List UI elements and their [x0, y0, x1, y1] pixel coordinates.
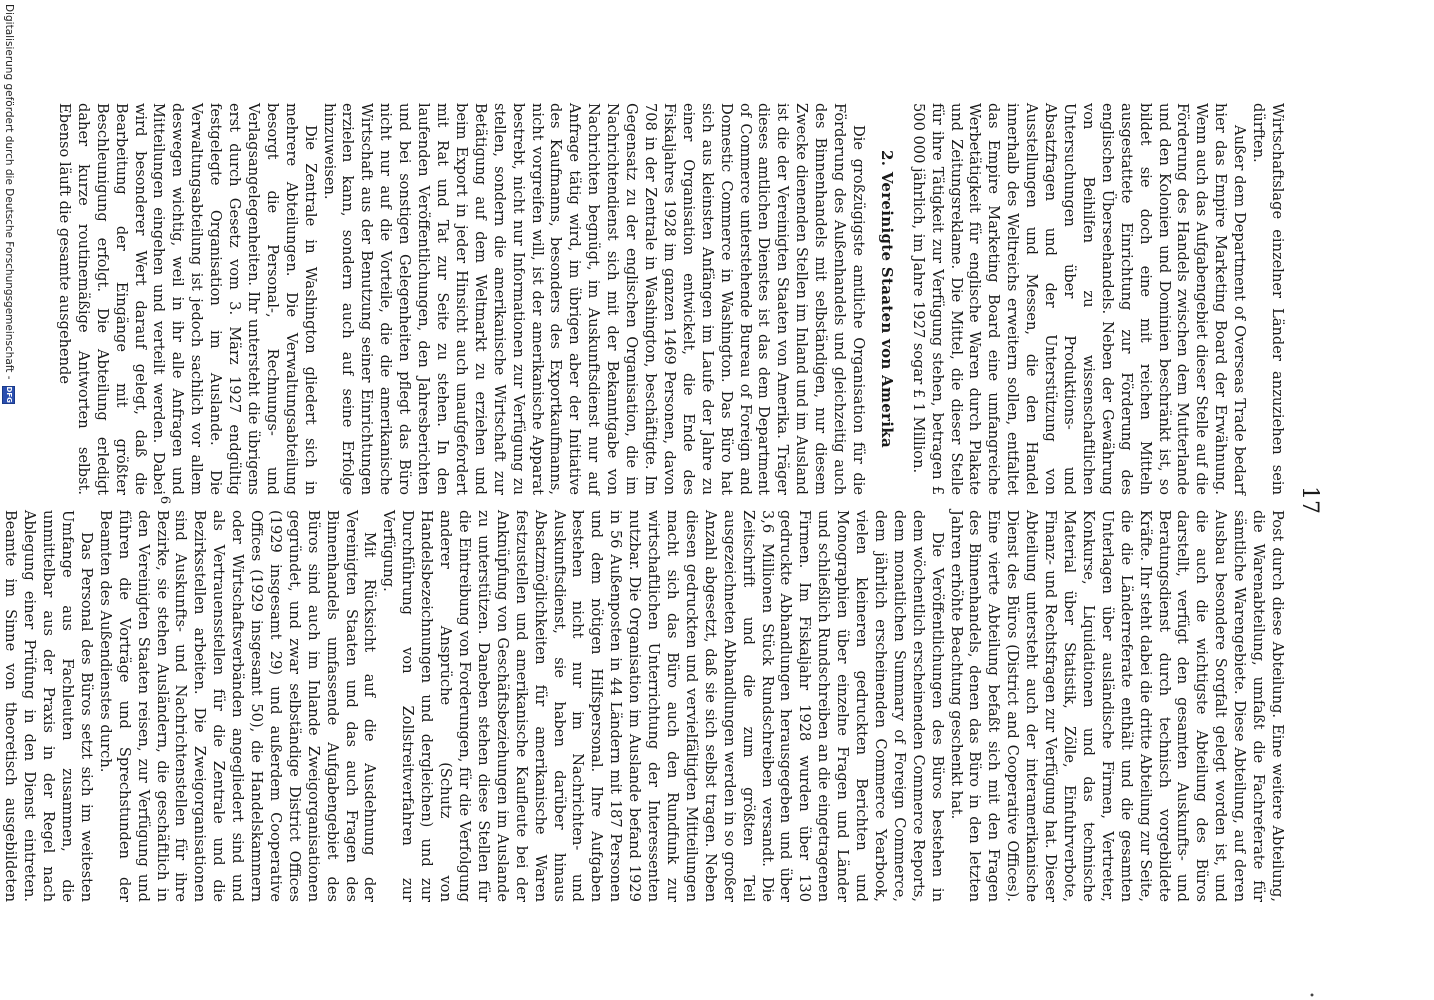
margin-mark: • [1305, 992, 1316, 998]
right-column [0, 510, 1286, 902]
page-number: 17 [1297, 486, 1322, 514]
dfg-logo-icon: DFG [3, 386, 16, 404]
digitization-footer [0, 0, 18, 1000]
paragraph: Wirtschaftslage einzelner Länder anzuziehen sein dürften. [1250, 103, 1286, 495]
paragraph: Das Personal des Büros setzt sich im weitesten Umfange aus Fachleuten zusammen, die unmittelbar aus der Praxis in der Regel nach Ablegung einer Prüfung in den Dienst eintreten. Beamte im Sinne von theoretisch ausgebildeten [2, 510, 95, 902]
signature-mark: 6 [157, 495, 172, 505]
paragraph: Die Zentrale in Washington gliedert sich in mehrere Abteilungen. Die Verwaltungsabteilung besorgt die Personal-, Rechnungs- und Verlagsangelegenheiten. Ihr untersteht die übrigens erst durch Gesetz vom 3. März 1927 endgültig festgelegte Organisation im Auslande. Die Verwaltungsabteilung ist jedoch sachlich vor allem deswegen wichtig, weil in ihr alle Anfragen und Mitteilungen eingehen und verteilt werden. Dabei wird besonderer Wert darauf gelegt, daß die Bearbeitung der Eingänge mit größter Beschleunigung erfolgt. Die Abteilung erledigt daher kurze routinemäßige Antworten selbst. Ebenso läuft die gesamte ausgehende [55, 103, 319, 495]
footer-text: Digitalisierung gefördert durch die Deutsche Forschungsgemeinschaft - [3, 4, 15, 380]
paragraph: Post durch diese Abteilung. Eine weitere Abteilung, die Warenabteilung, umfaßt die Fachreferate für sämtliche Warengebiete. Diese Abteilung, auf deren Ausbau besondere Sorgfalt gelegt worden ist, und die auch die wichtigste Abteilung des Büros darstellt, verfügt den gesamten Auskunfts- und Beratungsdienst durch technisch vorgebildete Kräfte. Ihr steht dabei die dritte Abteilung zur Seite, die die Länderreferate enthält und die gesamten Unterlagen über ausländische Firmen, Vertreter, Konkurse, Liquidationen und das technische Material über Statistik, Zölle, Einfuhrverbote, Finanz- und Rechtsfragen zur Verfügung hat. Dieser Abteilung untersteht auch der interamerikanische Dienst des Büros (District and Cooperative Offices). Eine vierte Abteilung befaßt sich mit den Fragen des Binnenhandels, denen das Büro in den letzten Jahren erhöhte Beachtung geschenkt hat. [947, 510, 1286, 902]
paragraph: Außer dem Department of Overseas Trade bedarf hier das Empire Marketing Board der Erwähnung. Wenn auch das Aufgabengebiet dieser Stelle auf die Förderung des Handels zwischen dem Mutterlande und den Kolonien und Dominien beschränkt ist, so bildet sie doch eine mit reichen Mitteln ausgestattete Einrichtung zur Förderung des englischen Überseehandels. Neben der Gewährung von Beihilfen zu wissenschaftlichen Untersuchungen über Produktions- und Absatzfragen und der Unterstützung von Ausstellungen und Messen, die den Handel innerhalb des Weltreichs erweitern sollen, entfaltet das Empire Marketing Board eine umfangreiche Werbetätigkeit für englische Waren durch Plakate und Zeitungsreklame. Die Mittel, die dieser Stelle für ihre Tätigkeit zur Verfügung stehen, betragen £ 500 000 jährlich, im Jahre 1927 sogar £ 1 Million. [909, 103, 1249, 495]
left-column [54, 103, 1286, 495]
paragraph: Mit Rücksicht auf die Ausdehnung der Vereinigten Staaten und das auch Fragen des Binnenhandels umfassende Aufgabengebiet des Büros sind auch im Inlande Zweigorganisationen gegründet, und zwar selbständige District Offices (1929 insgesamt 29) und außerdem Cooperative Offices (1929 insgesamt 50), die Handelskammern oder Wirtschaftsverbänden angegliedert sind und als Vertrauensstellen für die Zentrale und die Bezirksstellen arbeiten. Die Zweigorganisationen sind Auskunfts- und Nachrichtenstellen für ihre Bezirke, sie stehen Ausländern, die geschäftlich in den Vereinigten Staaten reisen, zur Verfügung und führen die Vorträge und Sprechstunden der Beamten des Außendienstes durch. [96, 510, 379, 902]
paragraph: Die großzügigste amtliche Organisation für die Förderung des Außenhandels und gleichzeitig auch des Binnenhandels mit selbständigen, nur diesem Zwecke dienenden Stellen im Inland und im Ausland ist die der Vereinigten Staaten von Amerika. Träger dieses amtlichen Dienstes ist das dem Department of Commerce unterstehende Bureau of Foreign and Domestic Commerce in Washington. Das Büro hat sich aus kleinsten Anfängen im Laufe der Jahre zu einer Organisation entwickelt, die Ende des Fiskaljahres 1928 im ganzen 1469 Personen, davon 708 in der Zentrale in Washington, beschäftigte. Im Gegensatz zu der englischen Organisation, die im Nachrichtendienst sich mit der Bekanntgabe von Nachrichten begnügt, im Auskunftsdienst nur auf Anfrage tätig wird, im übrigen aber der Initiative des Kaufmanns, besonders des Exportkaufmanns, nicht vorgreifen will, ist der amerikanische Apparat bestrebt, nicht nur Informationen zur Verfügung zu stellen, sondern die amerikanische Wirtschaft zur Betätigung auf dem Weltmarkt zu erziehen und beim Export in jeder Hinsicht auch unaufgefordert mit Rat und Tat zur Seite zu stehen. In den laufenden Veröffentlichungen, den Jahresberichten und bei sonstigen Gelegenheiten pflegt das Büro nicht nur auf die Vorteile, die die amerikanische Wirtschaft aus der Benutzung seiner Einrichtungen erzielen kann, sondern auch auf seine Erfolge hinzuweisen. [320, 103, 867, 495]
section-heading: 2. Vereinigte Staaten von Amerika [877, 150, 896, 448]
paragraph: Die Veröffentlichungen des Büros bestehen in dem wöchentlich erscheinenden Commerce Reports, dem monatlichen Summary of Foreign Commerce, dem jährlich erscheinenden Commerce Yearbook, vielen kleineren gedruckten Berichten und Monographien über einzelne Fragen und Länder und schließlich Rundschreiben an die eingetragenen Firmen. Im Fiskaljahr 1928 wurden über 130 gedruckte Abhandlungen herausgegeben und über 3,6 Millionen Stück Rundschreiben versandt. Die Zeitschrift und die zum größten Teil ausgezeichneten Abhandlungen werden in so großer Anzahl abgesetzt, daß sie sich selbst tragen. Neben diesen gedruckten und vervielfältigten Mitteilungen macht sich das Büro auch den Rundfunk zur wirtschaftlichen Unterrichtung der Interessenten nutzbar. Die Organisation im Auslande befand 1929 in 56 Außenposten in 44 Ländern mit 187 Personen und dem nötigen Hilfspersonal. Ihre Aufgaben bestehen nicht nur im Nachrichten- und Auskunftsdienst, sie haben darüber hinaus Absatzmöglichkeiten für amerikanische Waren festzustellen und amerikanische Kaufleute bei der Anknüpfung von Geschäftsbeziehungen im Auslande zu unterstützen. Daneben stehen diese Stellen für die Eintreibung von Forderungen, für die Verfolgung anderer Ansprüche (Schutz von Handelsbezeichnungen und dergleichen) und zur Durchführung von Zollstreitverfahren zur Verfügung. [380, 510, 946, 902]
